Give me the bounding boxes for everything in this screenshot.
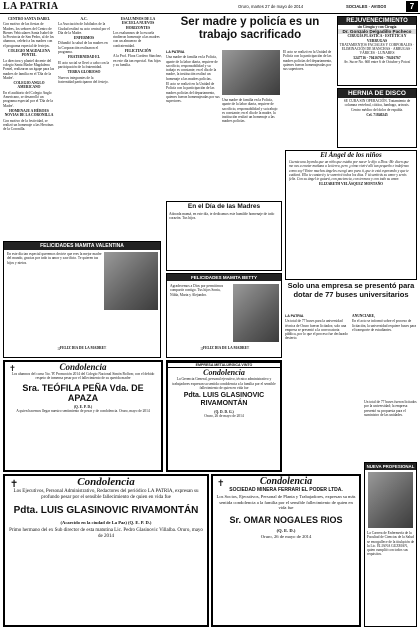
note-title: A.C.	[80, 17, 88, 21]
note-text: La Asociación de Jubilados de la Ciudad realizó su acto central por el Día de la Madre.	[58, 22, 110, 35]
condolence-intro: Los alumnos del curso 5to. 'B' Promoción 2014 del Colegio Nacional Simón Bolívar, con el debido respeto de inmensa pesar por el fallecimiento de su querida madre	[11, 372, 155, 381]
condolence-vinto	[166, 360, 282, 472]
poem-text: Cuenta una leyenda que un niño que estaba por nacer le dijo a Dios: Me dicen que me vas a enviar mañana a la tierra, pero ¿cómo viviré allí tan pequeño e indefenso como soy? Entre muchos ángeles escogí uno para ti, que te está esperando y que te cuidará. Ella te cantará y te sonreirá todos los días. Y tú sentirás su amor y serás feliz. Con su ángel te guiará, con paciencia, con ternura y con todo su amor.	[289, 160, 409, 182]
valentina-photo	[104, 252, 158, 310]
article-text: Una madre de familia en la Policía, aparte de la labor diaria, requiere de sacrificio, responsabilidad y su trabajo es constante; en el día de la madre, la institución realizó un homenaje a las madres policías.	[222, 98, 278, 124]
note-title: ENFERMOS	[73, 36, 95, 41]
note-text: A la Prof. Flora Cordero Sánchez, en este día tan especial. Sus hijos y su familia.	[113, 54, 162, 67]
note-title: FELICITACIÓN	[124, 49, 152, 54]
article-buses-col1	[285, 314, 349, 398]
newspaper-logo: LA PATRIA	[3, 1, 59, 12]
note-title: FRATERNIDAD EL	[68, 55, 100, 60]
greeting-betty	[166, 273, 282, 358]
article-police-col2	[222, 98, 280, 200]
headline-buses	[285, 282, 417, 312]
note-text: La directora y plantel docente del colegio Santa Madre Magdalena Pontel, realizaron un ágape para las madres de familia en el 'Día de la Madre'.	[3, 58, 55, 80]
ad-title: HERNIA DE DISCO	[338, 89, 416, 98]
article-kicker: LA PATRIA	[285, 314, 304, 318]
greeting-title: FELICIDADES MAMITA VALENTINA	[4, 242, 160, 250]
greeting-text: En este día tan especial queremos decirte que eres la mejor madre del mundo, gracias por todo tu amor y sacrificio. Te quieren tus hijos y nietos.	[7, 252, 102, 265]
social-column-2	[58, 17, 110, 239]
cross-icon: ✝	[217, 479, 225, 489]
note-text: Con motivo de las fiestas de Madres, los señores del Centro de Bienes Vehiculares Santa Isabel de la Provincia de San Pedro, al de los alumnos, celebró a las madres con el programa especial de festejos.	[3, 22, 54, 48]
note-title: ESALUMNOS DE LA ESCUELA NUEVOS HORIZONTES	[120, 17, 156, 30]
note-text: En el auditorio del Colegio Anglo Americano, se desarrolló un programa especial por el 'Día de la Madre'.	[3, 90, 53, 108]
right-column-text	[364, 400, 417, 460]
police-photo	[222, 50, 280, 95]
condolence-la-patria	[3, 474, 209, 627]
condolence-qdep: (Acaecido en la ciudad de La Paz) (Q. E. P. D.)	[60, 520, 152, 525]
ad-title: REJUVENECIMIENTO	[338, 17, 416, 25]
article-kicker: ANUNCIARE,	[352, 314, 375, 318]
ad-phones: 5247716 - 70416766 - 70416767	[353, 55, 401, 60]
condolence-heading: Condolencia	[259, 476, 313, 487]
note-text: Con motivo de la festividad, se realizó un homenaje a las Heroínas de la Coronilla.	[3, 118, 54, 132]
ad-phones: Cel. 71840245	[366, 112, 388, 117]
cross-icon: ✝	[9, 364, 16, 373]
poem-angel	[285, 150, 417, 280]
ad-rejuvenation	[337, 16, 417, 86]
condolence-heading: Condolencia	[203, 368, 245, 378]
headline-police-mothers	[166, 16, 334, 50]
note-title: COLEGIO ANGLO AMERICANO	[13, 81, 45, 90]
condolence-intro: Los Ejecutivos, Personal Administrativo, Redactores del periódico LA PATRIA, expresan su profundo pesar por el sensible fallecimiento de quien en vida fue	[13, 489, 199, 500]
poem-title: El Ángel de los niños	[320, 151, 382, 159]
condolence-qdep: (Q. E. P. D.)	[73, 404, 93, 409]
note-title: HOMENAJE A HÉROES NOVIAS DE LA CORONILLA	[4, 108, 54, 118]
new-professional-box	[364, 462, 417, 627]
condolence-qdep: (Q. E. D.)	[276, 527, 296, 533]
article-police-col1	[166, 50, 220, 200]
condolence-name: Sr. OMAR NOGALES RIOS	[229, 514, 343, 525]
article-text: Un total de 77 buses para la universidad técnica de Oruro fueron licitados; solo una empresa se presentó a la convocatoria pública, por lo que el proceso fue declarado desierto.	[285, 319, 348, 341]
note-title: CENTRO SANTA ISABEL	[7, 17, 51, 21]
ad-text: TRATAMIENTOS FACIALES Y CORPORALES · ELIMINACIÓN DE MANCHAS · ARRUGAS · VÁRICES · LUNARES	[339, 42, 415, 56]
condolence-name: Pdta. LUIS GLASINOVIC RIVAMONTÁN	[13, 505, 199, 516]
condolence-qdep: (Q. D. D. G.)	[214, 410, 234, 415]
greeting-caption: ¡¡FELIZ DÍA DE LA MADRE!!	[200, 346, 250, 350]
ad-text: SE CURA SIN OPERACIÓN. Tratamiento de columna vertebral, ciática, lumbago, artrosis. Centro médico del dolor de espalda.	[343, 99, 411, 112]
note-title: COLEGIO MAGDALENA PONTEL	[7, 49, 51, 58]
note-text: Nuevos integrantes de la fraternidad participaron del festejo.	[58, 75, 109, 84]
ad-hernia	[337, 88, 417, 148]
greeting-caption: ¡¡FELIZ DÍA DE LA MADRE!!	[57, 346, 107, 350]
headline-text: Ser madre y policía es un trabajo sacrificado	[180, 16, 320, 41]
article-kicker: LA PATRIA	[166, 50, 185, 54]
social-column-1	[3, 17, 55, 239]
note-text: Difundió la salud de las madres en la Corporación realizaron el programa.	[58, 41, 108, 55]
article-text: Una madre de familia en la Policía, aparte de la labor diaria, requiere de sacrificio, responsabilidad y su trabajo es constante; en el día de la madre, la institución realizó un homenaje a las madres policías.	[166, 55, 218, 81]
condolence-name: Pdta. LUIS GLASINOVIC RIVAMONTÁN	[183, 392, 265, 408]
mothers-day-title: En el Día de las Madres	[187, 203, 261, 210]
section-label: SOCIALES · AVISOS	[346, 4, 387, 9]
ad-subtitle: sin Cirugía y con Cirugía	[357, 25, 397, 29]
condolence-intro: La Gerencia General, personal ejecutivo, técnico administrativo y trabajadores expresan su sentida condolencia a la familia por el sensible fallecimiento de quien en vida fue	[172, 377, 276, 390]
cross-icon: ✝	[10, 479, 19, 490]
condolence-name: Sra. TEÓFILA PEÑA Vda. DE APAZA	[22, 382, 144, 403]
social-column-3	[113, 17, 163, 239]
condolence-ferrari	[211, 474, 361, 627]
new-professional-caption: La Carrera de Enfermería de la Facultad de Ciencias de la Salud se enorgullece de la titulación de la Lic. ELIANA GUZMÁN, quien cumplió con todos sus requisitos.	[367, 531, 415, 557]
condolence-intro: Los Socios, Ejecutivos, Personal de Planta y Trabajadores, expresan su más sentida condolencia a la familia por el sensible fallecimiento de quien en vida fue	[216, 494, 356, 511]
poem-author: ELIZABETH VELÁSQUEZ MONTAÑO	[319, 182, 383, 187]
ad-address: Av. Sucre No. 660 entre 6 de Octubre y Potosí	[343, 60, 411, 65]
condolence-pena	[3, 360, 163, 472]
article-text: En el acto se informó sobre el proceso de licitación, la universidad requiere buses para el transporte de estudiantes.	[352, 319, 417, 332]
betty-photo	[233, 284, 279, 342]
note-text: El acto social se llevó a cabo con la participación de la fraternidad.	[58, 60, 110, 69]
page-header	[0, 0, 420, 14]
note-title: TERRA GLORIOSO	[67, 70, 101, 75]
article-text: El acto se realizó en la Unidad de Policía con la participación de las madres policías del departamento, quienes fueron homenajeadas por sus superiores.	[283, 50, 333, 72]
condolence-company: SOCIEDAD MINERA FERRARI EL PODER LTDA.	[229, 487, 343, 493]
condolence-closing: Oruro, 26 de mayo de 2014	[260, 533, 312, 539]
headline-text: Solo una empresa se presentó para dotar de 77 buses universitarios	[287, 282, 415, 299]
condolence-heading: Condolencia	[77, 476, 135, 488]
page-number: 7	[406, 1, 418, 12]
ad-doctor: Dr. Gonzalo Delgadillo Pacheco	[338, 29, 416, 34]
article-text: Un total de 77 buses fueron licitados por la universidad; la empresa presentó su propuesta para el suministro de las unidades.	[364, 400, 417, 417]
condolence-company: EMPRESA METALÚRGICA VINTO	[168, 362, 280, 368]
greeting-valentina	[3, 241, 161, 358]
new-professional-label: NUEVA PROFESIONAL	[366, 464, 415, 469]
graduate-photo	[368, 472, 413, 528]
article-buses-col2	[352, 314, 417, 398]
dateline: Oruro, martes 27 de mayo de 2014	[238, 4, 304, 9]
article-text: El acto se realizó en la Unidad de Policía con la participación de las madres policías del departamento, quienes fueron homenajeadas por sus superiores.	[166, 82, 220, 104]
mothers-day-box	[166, 201, 282, 271]
greeting-title: FELICIDADES MAMITA BETTY	[167, 274, 281, 281]
ad-specialty: CIRUGÍA PLÁSTICA - ESTÉTICA Y VERRUGAS	[347, 34, 407, 43]
condolence-closing: A quien hacemos llegar nuestro sentimiento de pesar y de condolencia. Oruro, mayo de 2014	[16, 408, 150, 413]
mothers-day-text: Adorada mamá, en este día, te dedicamos este humilde homenaje de todo corazón. Tus hijos.	[169, 212, 275, 221]
greeting-text: Agradecemos a Dios por permitirnos compartir contigo. Tus hijos Sonia, Nilda, Marta y Alejandro.	[170, 284, 224, 297]
note-text: Los exalumnos de la escuela rindieron homenaje a las madres con un almuerzo de confraternidad.	[113, 30, 160, 48]
condolence-heading: Condolencia	[59, 362, 107, 372]
condolence-closing: Primo hermano del ex Sub director de esta matutina Lic. Pedro Glasinovic Villalba. Oruro, mayo de 2014	[9, 527, 203, 539]
condolence-closing: Oruro, 26 de mayo de 2014	[204, 414, 244, 419]
